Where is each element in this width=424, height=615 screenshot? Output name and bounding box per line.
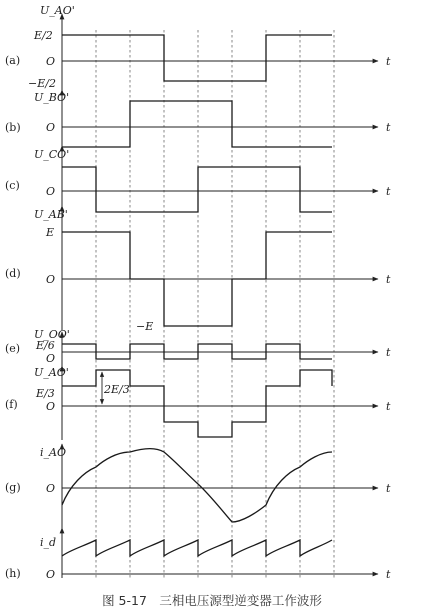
tick-label-f-1: O — [46, 400, 56, 413]
ylabel-c: U_CO' — [34, 148, 70, 161]
panel-tag-c: (c) — [5, 179, 20, 192]
tick-label-e-1: O — [46, 352, 56, 365]
waveform-f — [62, 370, 332, 437]
tick-label-d-2: −E — [136, 320, 154, 333]
panel-tag-e: (e) — [5, 342, 21, 355]
panel-tag-a: (a) — [5, 54, 21, 67]
annotation-2e3: 2E/3 — [104, 383, 130, 396]
figure-caption: 图 5-17 三相电压源型逆变器工作波形 — [102, 593, 322, 608]
panel-tag-d: (d) — [5, 267, 21, 280]
xlabel-b: t — [386, 121, 391, 134]
ylabel-d: U_AB' — [34, 208, 68, 221]
waveform-c — [62, 167, 332, 212]
xlabel-h: t — [386, 568, 391, 581]
waveform-a — [62, 35, 332, 81]
phase-guide-lines — [96, 30, 334, 578]
ylabel-b: U_BO' — [34, 91, 70, 104]
ylabel-e: U_OO' — [34, 328, 70, 341]
xlabel-f: t — [386, 400, 391, 413]
ylabel-h: i_d — [40, 536, 57, 549]
xlabel-d: t — [386, 273, 391, 286]
xlabel-g: t — [386, 482, 391, 495]
xlabel-c: t — [386, 185, 391, 198]
waveform-b — [62, 101, 332, 147]
ylabel-f: U_AO' — [34, 366, 69, 379]
tick-label-a-1: O — [46, 55, 56, 68]
panel-tag-b: (b) — [5, 121, 21, 134]
xlabel-e: t — [386, 346, 391, 359]
tick-label-f-0: E/3 — [36, 387, 55, 400]
xlabel-a: t — [386, 55, 391, 68]
panel-tag-h: (h) — [5, 567, 21, 580]
waveform-g — [62, 449, 332, 522]
panel-tag-g: (g) — [5, 481, 21, 494]
tick-label-e-0: E/6 — [36, 339, 55, 352]
ylabel-a: U_AO' — [40, 4, 75, 17]
tick-label-b-0: O — [46, 121, 56, 134]
tick-label-a-0: E/2 — [34, 29, 53, 42]
waveform-h — [62, 540, 332, 556]
tick-label-c-0: O — [46, 185, 56, 198]
ylabel-g: i_AO — [40, 446, 66, 459]
tick-label-d-1: O — [46, 273, 56, 286]
tick-label-g-0: O — [46, 482, 56, 495]
tick-label-d-0: E — [46, 226, 55, 239]
panel-tag-f: (f) — [5, 398, 18, 411]
tick-label-h-0: O — [46, 568, 56, 581]
tick-label-a-2: −E/2 — [28, 77, 56, 90]
